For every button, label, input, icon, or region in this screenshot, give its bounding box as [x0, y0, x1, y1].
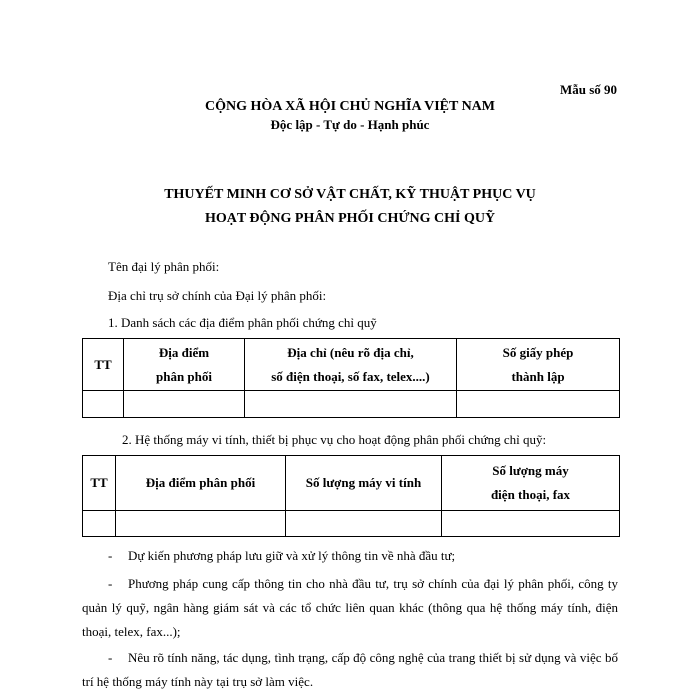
column-header: Địa chỉ (nêu rõ địa chỉ, số điện thoại, số fax, telex....)	[245, 339, 457, 391]
title-line-2: HOẠT ĐỘNG PHÂN PHỐI CHỨNG CHỈ QUỸ	[204, 211, 496, 226]
table-header-row	[83, 339, 620, 391]
bullet-dash: -	[108, 650, 113, 665]
table-row	[83, 391, 620, 418]
bullet-text: Dự kiến phương pháp lưu giữ và xử lý thông tin về nhà đầu tư;	[128, 548, 456, 563]
table-cell[interactable]	[286, 511, 442, 537]
column-header: Địa điểm phân phối	[116, 456, 286, 511]
agent-name-field: Tên đại lý phân phối:	[108, 259, 220, 274]
table-cell[interactable]	[116, 511, 286, 537]
bullet-item	[82, 646, 618, 694]
head-office-field: Địa chỉ trụ sở chính của Đại lý phân phối:	[108, 288, 327, 303]
national-motto: Độc lập - Tự do - Hạnh phúc	[270, 117, 430, 132]
title-line-1: THUYẾT MINH CƠ SỞ VẬT CHẤT, KỸ THUẬT PHỤC VỤ	[164, 187, 536, 202]
document-title	[0, 183, 700, 231]
bullet-text: Nêu rõ tính năng, tác dụng, tình trạng, cấp độ công nghệ của trang thiết bị sử dụng và việc bố trí hệ thống máy tính này tại trụ sở làm việc.	[82, 650, 618, 689]
nation-name: CỘNG HÒA XÃ HỘI CHỦ NGHĨA VIỆT NAM	[204, 99, 495, 114]
bullet-dash: -	[108, 548, 113, 563]
bullet-item	[82, 544, 618, 568]
table-row	[83, 511, 620, 537]
table-cell[interactable]	[83, 511, 116, 537]
form-number: Mẫu số 90	[559, 82, 617, 97]
column-header: Số giấy phép thành lập	[457, 339, 620, 391]
bullet-dash: -	[108, 576, 113, 591]
table-cell[interactable]	[442, 511, 620, 537]
table-cell[interactable]	[124, 391, 245, 418]
section2-heading: 2. Hệ thống máy vi tính, thiết bị phục vụ cho hoạt động phân phối chứng chỉ quỹ:	[122, 432, 547, 447]
table-cell[interactable]	[83, 391, 124, 418]
column-header: TT	[83, 456, 116, 511]
section1-heading: 1. Danh sách các địa điểm phân phối chứng chỉ quỹ	[108, 315, 377, 330]
national-header	[0, 98, 700, 133]
bullet-item	[82, 572, 618, 644]
distribution-locations-table	[82, 338, 620, 418]
column-header: Số lượng máy vi tính	[286, 456, 442, 511]
column-header: Số lượng máy điện thoại, fax	[442, 456, 620, 511]
table-cell[interactable]	[245, 391, 457, 418]
computer-system-table	[82, 455, 620, 537]
column-header: TT	[83, 339, 124, 391]
column-header: Địa điểm phân phối	[124, 339, 245, 391]
bullet-text: Phương pháp cung cấp thông tin cho nhà đầu tư, trụ sở chính của đại lý phân phối, công ty quản lý quỹ, ngân hàng giám sát và các tổ chức liên quan khác (thông qua hệ thống máy tính, điện thoại, telex, fax...);	[82, 576, 618, 639]
table-header-row	[83, 456, 620, 511]
table-cell[interactable]	[457, 391, 620, 418]
